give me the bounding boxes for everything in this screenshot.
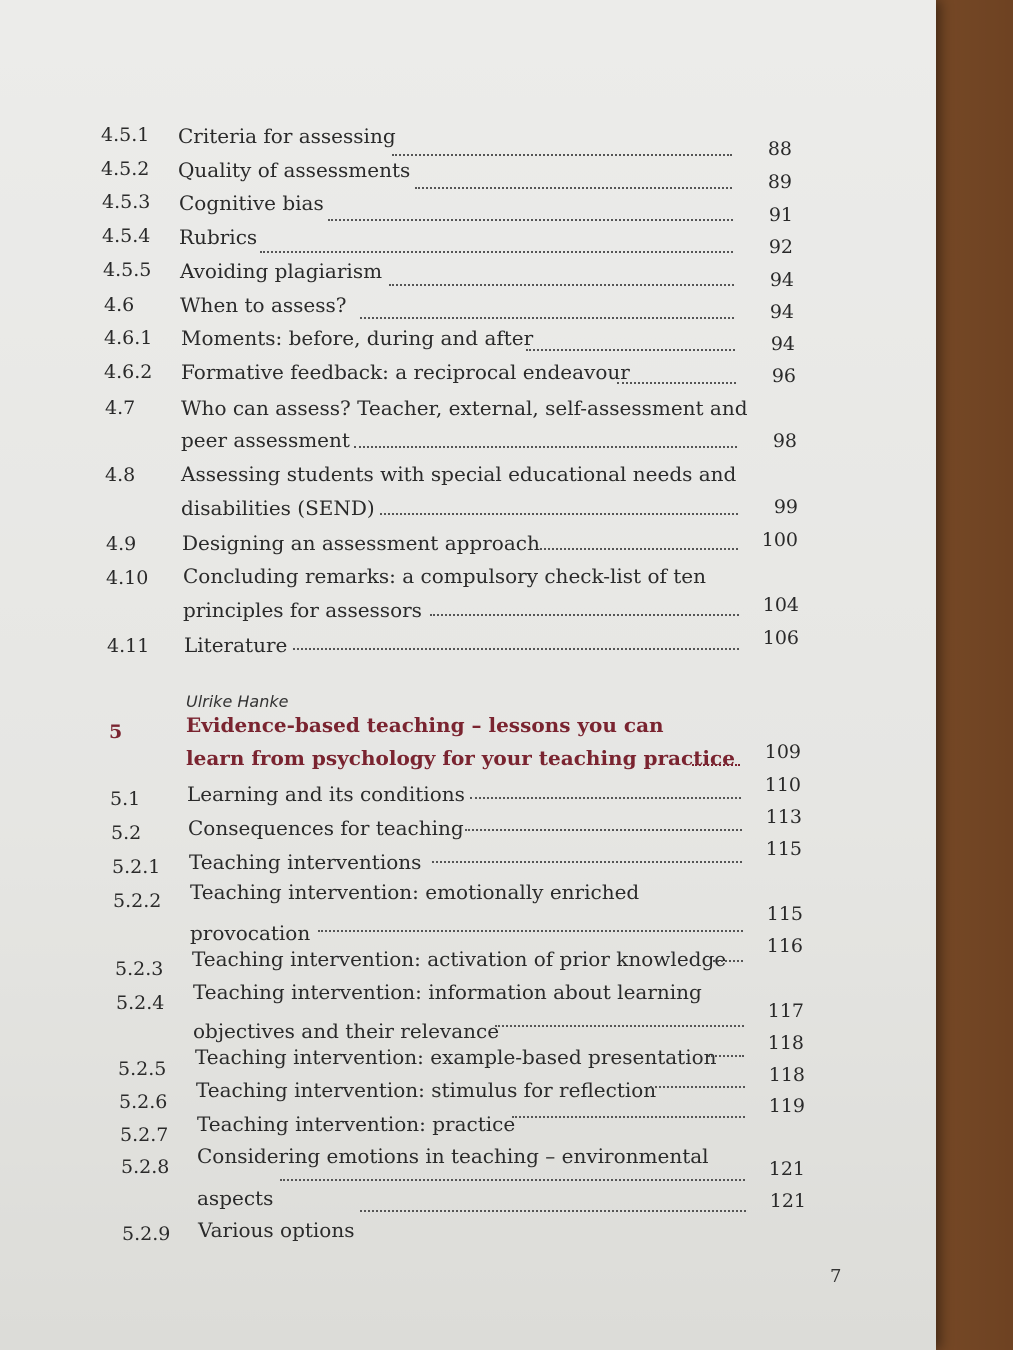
- toc-number: 4.11: [107, 635, 150, 657]
- toc-leader-dots: [389, 284, 734, 286]
- toc-leader-dots: [360, 317, 734, 319]
- toc-leader-dots: [392, 154, 732, 156]
- toc-title: Considering emotions in teaching – environmental: [197, 1144, 709, 1168]
- toc-title: Consequences for teaching: [188, 816, 464, 840]
- toc-number: 5.2.9: [122, 1223, 171, 1245]
- toc-page-number: 119: [768, 1095, 805, 1117]
- toc-page-number: 121: [768, 1158, 805, 1180]
- toc-number: 4.6: [104, 294, 135, 316]
- toc-number: 5.2.3: [115, 958, 164, 980]
- toc-title: Teaching interventions: [189, 850, 422, 874]
- toc-number: 4.7: [105, 397, 136, 419]
- toc-leader-dots: [415, 187, 732, 189]
- toc-title: Assessing students with special educational needs and: [181, 462, 737, 486]
- toc-leader-dots: [617, 382, 736, 384]
- toc-title-continued: disabilities (SEND): [181, 496, 375, 520]
- toc-title-continued: principles for assessors: [183, 598, 422, 622]
- toc-page-number: 113: [765, 806, 802, 828]
- toc-title: Criteria for assessing: [178, 124, 396, 148]
- page-folio-number: 7: [830, 1266, 842, 1287]
- toc-number: 4.5.2: [101, 158, 150, 180]
- toc-title: Who can assess? Teacher, external, self-assessment and: [181, 396, 748, 420]
- toc-leader-dots: [280, 1179, 745, 1181]
- toc-title: Teaching intervention: practice: [197, 1112, 516, 1136]
- toc-number: 4.6.1: [104, 327, 153, 349]
- toc-page-number: 116: [766, 935, 803, 957]
- toc-title: Designing an assessment approach: [182, 531, 540, 555]
- toc-title-continued: aspects: [197, 1186, 274, 1210]
- toc-leader-dots: [432, 861, 742, 863]
- toc-number: 5.2.2: [113, 890, 162, 912]
- toc-page-number: 104: [762, 594, 799, 616]
- toc-leader-dots: [354, 446, 737, 448]
- toc-number: 5.2: [111, 822, 142, 844]
- toc-page-number: 100: [761, 529, 798, 551]
- toc-title: Various options: [198, 1218, 355, 1242]
- toc-number: 4.5.4: [102, 225, 151, 247]
- toc-leader-dots: [540, 548, 738, 550]
- toc-title-continued: peer assessment: [181, 428, 350, 452]
- toc-number: 5.1: [110, 788, 141, 810]
- toc-leader-dots: [692, 764, 740, 766]
- toc-leader-dots: [328, 219, 733, 221]
- toc-leader-dots: [512, 1116, 745, 1118]
- toc-number: 5.2.1: [112, 856, 161, 878]
- toc-page-number: 92: [768, 236, 793, 258]
- toc-title: Concluding remarks: a compulsory check-list of ten: [183, 564, 707, 588]
- toc-title: Cognitive bias: [179, 191, 324, 215]
- toc-title: Teaching intervention: stimulus for reflection: [196, 1078, 657, 1102]
- toc-page-number: 89: [767, 171, 792, 193]
- toc-title: Teaching intervention: example-based presentation: [195, 1045, 717, 1069]
- toc-number: 5.2.8: [121, 1156, 170, 1178]
- toc-page-number: 106: [762, 627, 799, 649]
- toc-page-number: 110: [764, 774, 801, 796]
- toc-title: Learning and its conditions: [187, 782, 465, 806]
- toc-title: Formative feedback: a reciprocal endeavour: [181, 360, 630, 384]
- toc-title-continued: provocation: [190, 921, 311, 945]
- toc-page-number: 118: [768, 1064, 805, 1086]
- toc-number: 4.6.2: [104, 361, 153, 383]
- toc-page-number: 94: [769, 301, 794, 323]
- toc-leader-dots: [360, 1210, 746, 1212]
- toc-number: 5.2.7: [120, 1124, 169, 1146]
- toc-number: 5.2.5: [118, 1058, 167, 1080]
- toc-page-number: 117: [767, 1000, 804, 1022]
- toc-title: Teaching intervention: emotionally enriched: [190, 880, 640, 904]
- toc-page-number: 99: [773, 496, 798, 518]
- chapter-title: Evidence-based teaching – lessons you can: [186, 713, 664, 737]
- toc-leader-dots: [380, 513, 738, 515]
- toc-title: When to assess?: [180, 293, 347, 317]
- toc-leader-dots: [708, 1055, 744, 1057]
- toc-title: Teaching intervention: information about learning: [193, 980, 702, 1004]
- toc-number: 4.8: [105, 464, 136, 486]
- toc-number: 5.2.4: [116, 992, 165, 1014]
- toc-page-number: 98: [772, 430, 797, 452]
- toc-leader-dots: [526, 349, 735, 351]
- toc-leader-dots: [465, 829, 742, 831]
- toc-page-number: 94: [770, 333, 795, 355]
- toc-title-continued: objectives and their relevance: [193, 1019, 500, 1043]
- toc-leader-dots: [430, 614, 739, 616]
- toc-title: Literature: [184, 633, 288, 657]
- toc-number: 4.5.1: [101, 124, 150, 146]
- toc-page-number: 118: [767, 1032, 804, 1054]
- toc-leader-dots: [470, 797, 741, 799]
- toc-page-number: 115: [766, 903, 803, 925]
- toc-leader-dots: [713, 960, 743, 962]
- toc-leader-dots: [260, 251, 733, 253]
- toc-title: Quality of assessments: [178, 158, 411, 182]
- toc-number: 4.5.5: [103, 259, 152, 281]
- toc-title: Moments: before, during and after: [181, 326, 534, 350]
- toc-number: 5.2.6: [119, 1091, 168, 1113]
- toc-number: 4.9: [106, 533, 137, 555]
- toc-page-number: 96: [771, 365, 796, 387]
- toc-title: Teaching intervention: activation of prior knowledge: [192, 947, 727, 971]
- toc-page-number: 121: [769, 1190, 806, 1212]
- toc-page-number: 115: [765, 838, 802, 860]
- toc-leader-dots: [650, 1086, 745, 1088]
- chapter-number: 5: [109, 721, 123, 743]
- toc-number: 4.10: [106, 567, 149, 589]
- toc-page-number: 109: [764, 741, 801, 763]
- toc-page-number: 91: [768, 204, 793, 226]
- toc-page-number: 94: [769, 269, 794, 291]
- chapter-title-continued: learn from psychology for your teaching practice: [186, 746, 735, 770]
- toc-number: 4.5.3: [102, 191, 151, 213]
- toc-leader-dots: [318, 930, 743, 932]
- toc-title: Rubrics: [179, 225, 258, 249]
- toc-leader-dots: [293, 648, 739, 650]
- toc-leader-dots: [495, 1025, 744, 1027]
- chapter-author: Ulrike Hanke: [186, 692, 289, 711]
- toc-title: Avoiding plagiarism: [180, 259, 383, 283]
- toc-page-number: 88: [767, 138, 792, 160]
